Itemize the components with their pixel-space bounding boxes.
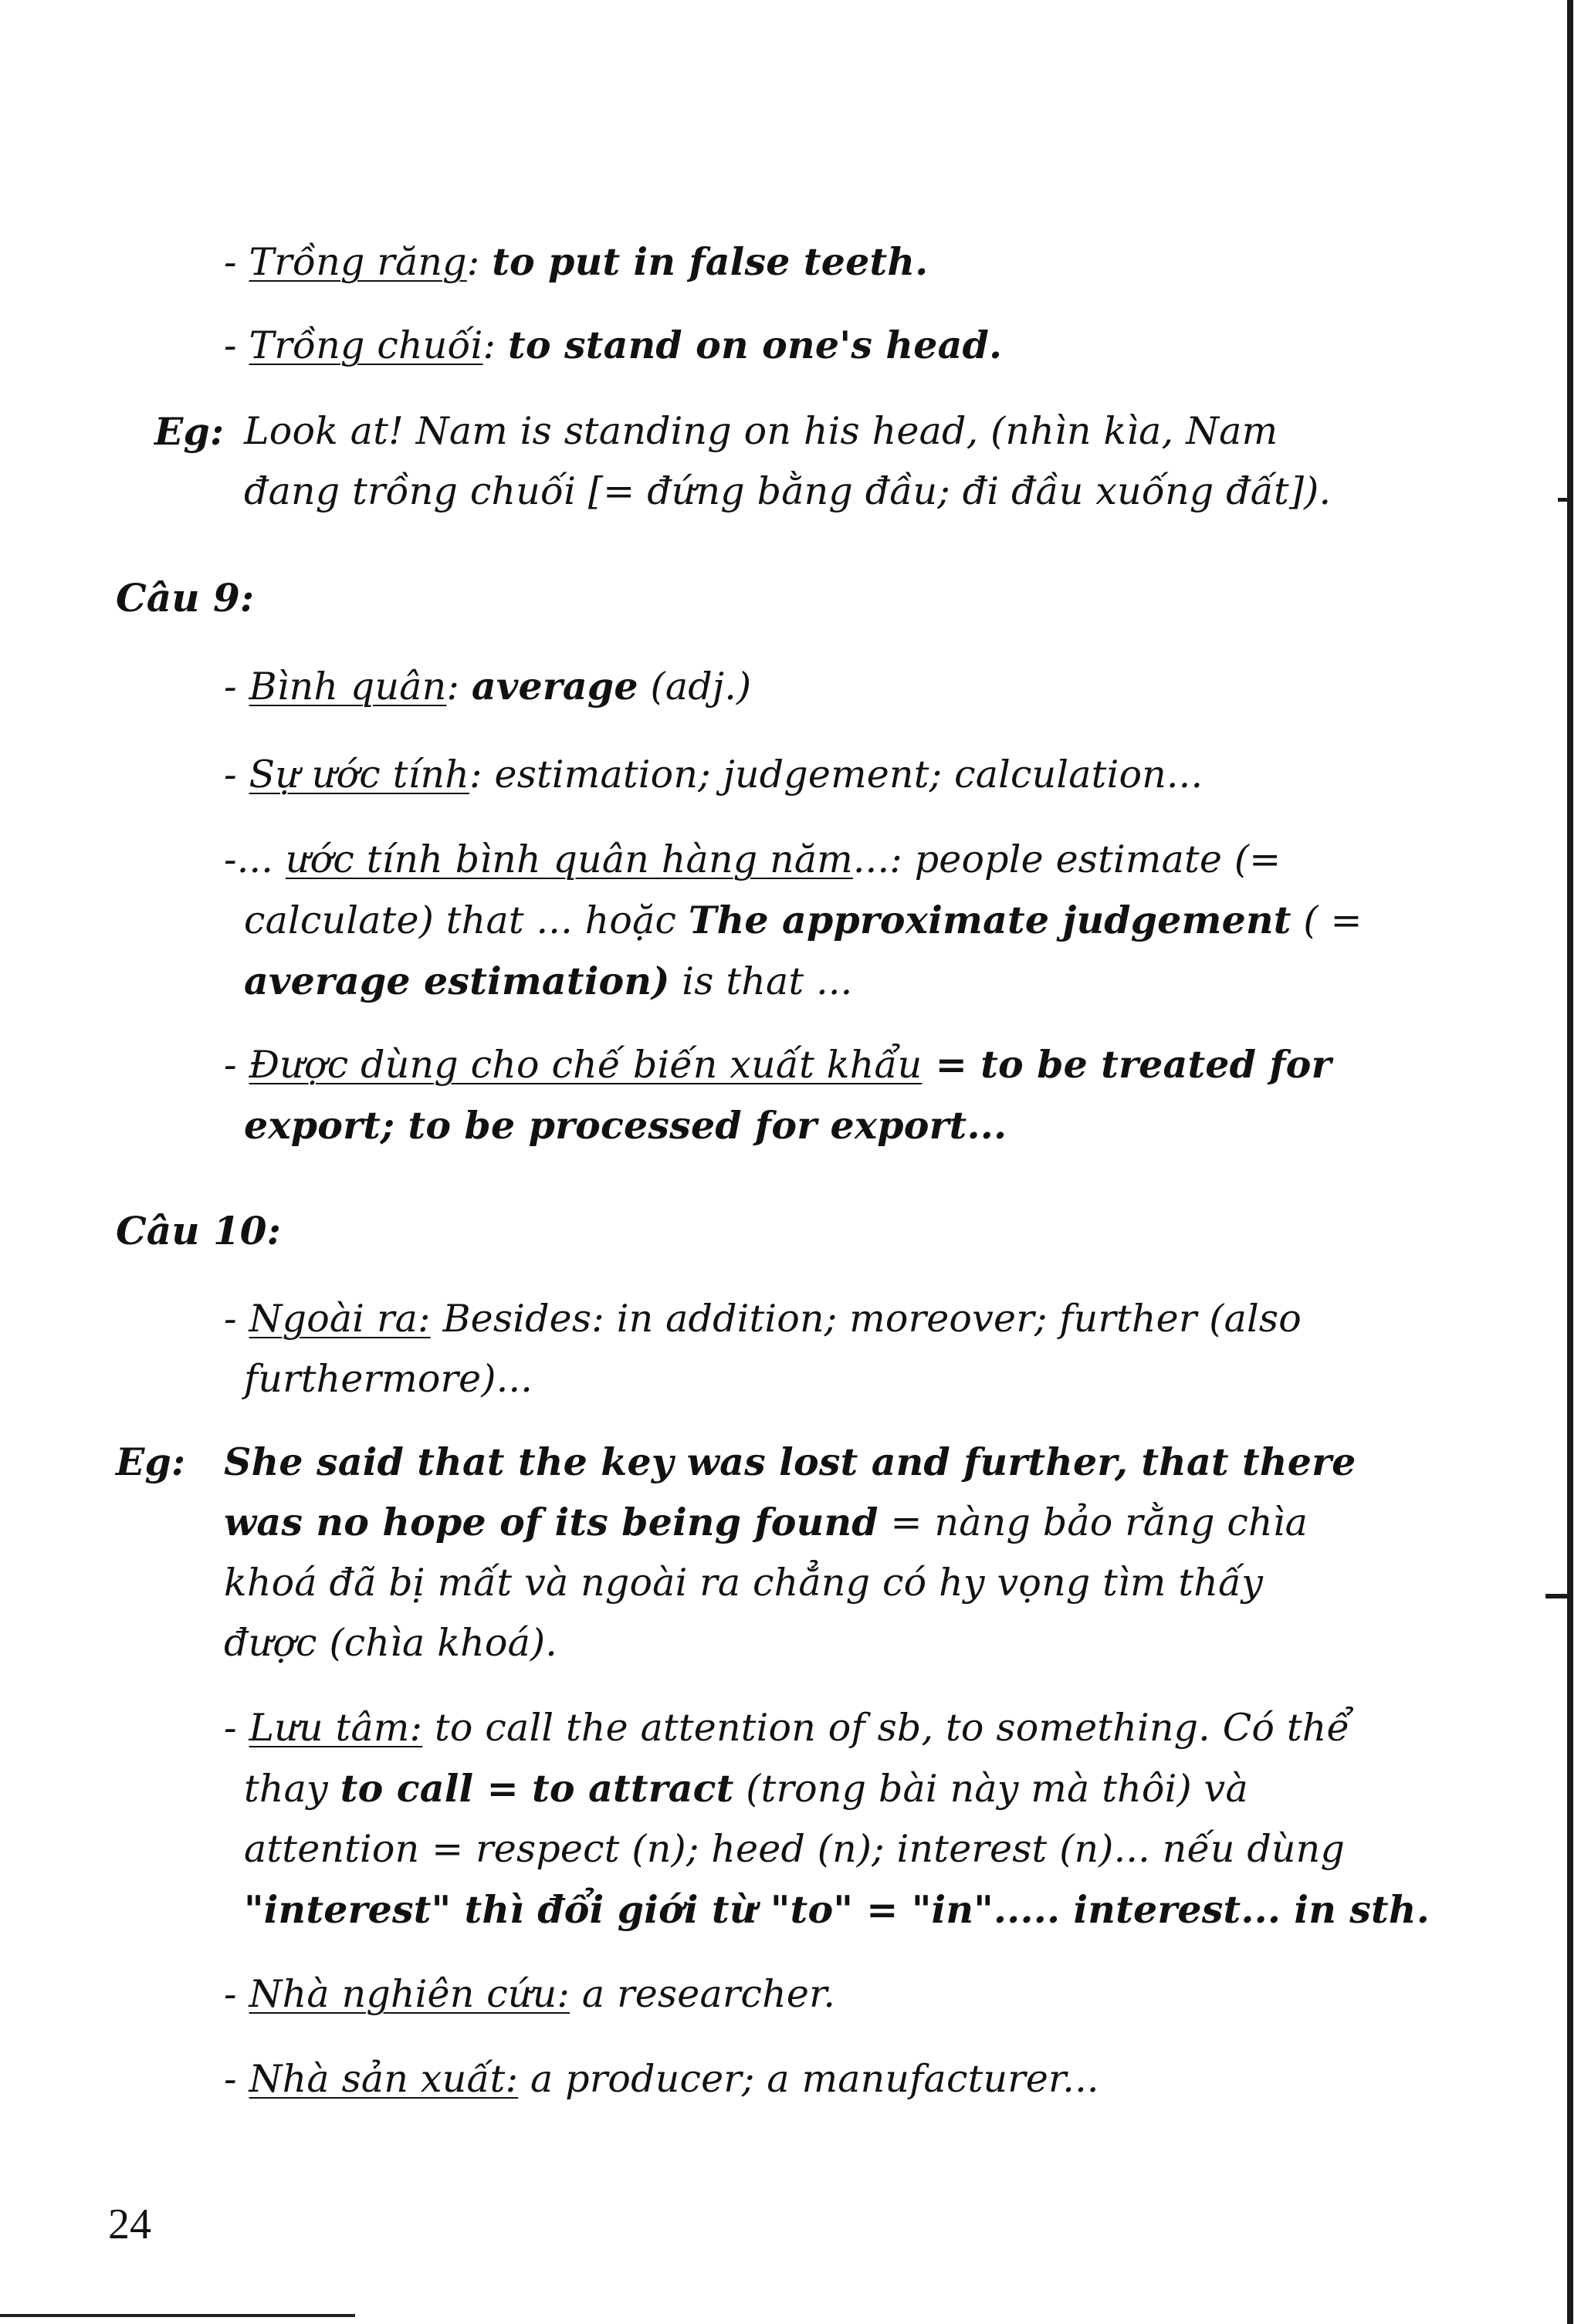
entry-su-uoc-tinh: - Sự ước tính: estimation; judgement; calculation...	[224, 753, 1204, 797]
term: Trồng răng	[249, 240, 467, 284]
entry-uoc-tinh-binh-quan: -... ước tính bình quân hàng năm...: people estimate (= calculate) that ... hoặc The approximate judgement ( = average estimation) is that ...	[224, 837, 1363, 1003]
example-label: Eg:	[116, 1439, 186, 1484]
edge-tick	[1558, 498, 1569, 502]
entry-nha-san-xuat: - Nhà sản xuất: a producer; a manufacturer...	[224, 2057, 1099, 2101]
entry-ngoai-ra: - Ngoài ra: Besides: in addition; moreover; further (also furthermore)...	[224, 1297, 1302, 1401]
bottom-rule	[0, 2314, 355, 2317]
section-heading-cau-10: Câu 10:	[116, 1208, 281, 1253]
page-edge-line	[1567, 0, 1573, 2324]
entry-duoc-dung-cho-che-bien: - Được dùng cho chế biến xuất khẩu = to be treated for export; to be processed for export...	[224, 1042, 1332, 1148]
edge-tick	[1545, 1594, 1569, 1598]
example-text: Look at! Nam is standing on his head, (nhìn kìa, Nam đang trồng chuối [= đứng bằng đầu; đi đầu xuống đất]).	[244, 409, 1332, 513]
example-label: Eg:	[154, 409, 225, 454]
entry-luu-tam: - Lưu tâm: to call the attention of sb, to something. Có thể thay to call = to attract (trong bài này mà thôi) và attention = respect (n); heed (n); interest (n)... nếu dùng "interest" thì đổi giới từ "to" = "in"..... interest... in sth.	[224, 1706, 1430, 1932]
definition: to stand on one's head.	[508, 323, 1003, 367]
page-number: 24	[108, 2201, 151, 2248]
example-text: She said that the key was lost and further, that there was no hope of its being found = nàng bảo rằng chìa khoá đã bị mất và ngoài ra chẳng có hy vọng tìm thấy được (chìa khoá).	[224, 1439, 1356, 1665]
entry-trong-rang: - Trồng răng: to put in false teeth.	[224, 239, 929, 284]
entry-nha-nghien-cuu: - Nhà nghiên cứu: a researcher.	[224, 1972, 836, 2016]
entry-binh-quan: - Bình quân: average (adj.)	[224, 664, 752, 709]
entry-trong-chuoi: - Trồng chuối: to stand on one's head.	[224, 323, 1003, 367]
definition: to put in false teeth.	[492, 239, 929, 284]
term: Trồng chuối	[249, 323, 483, 367]
section-heading-cau-9: Câu 9:	[116, 575, 255, 621]
